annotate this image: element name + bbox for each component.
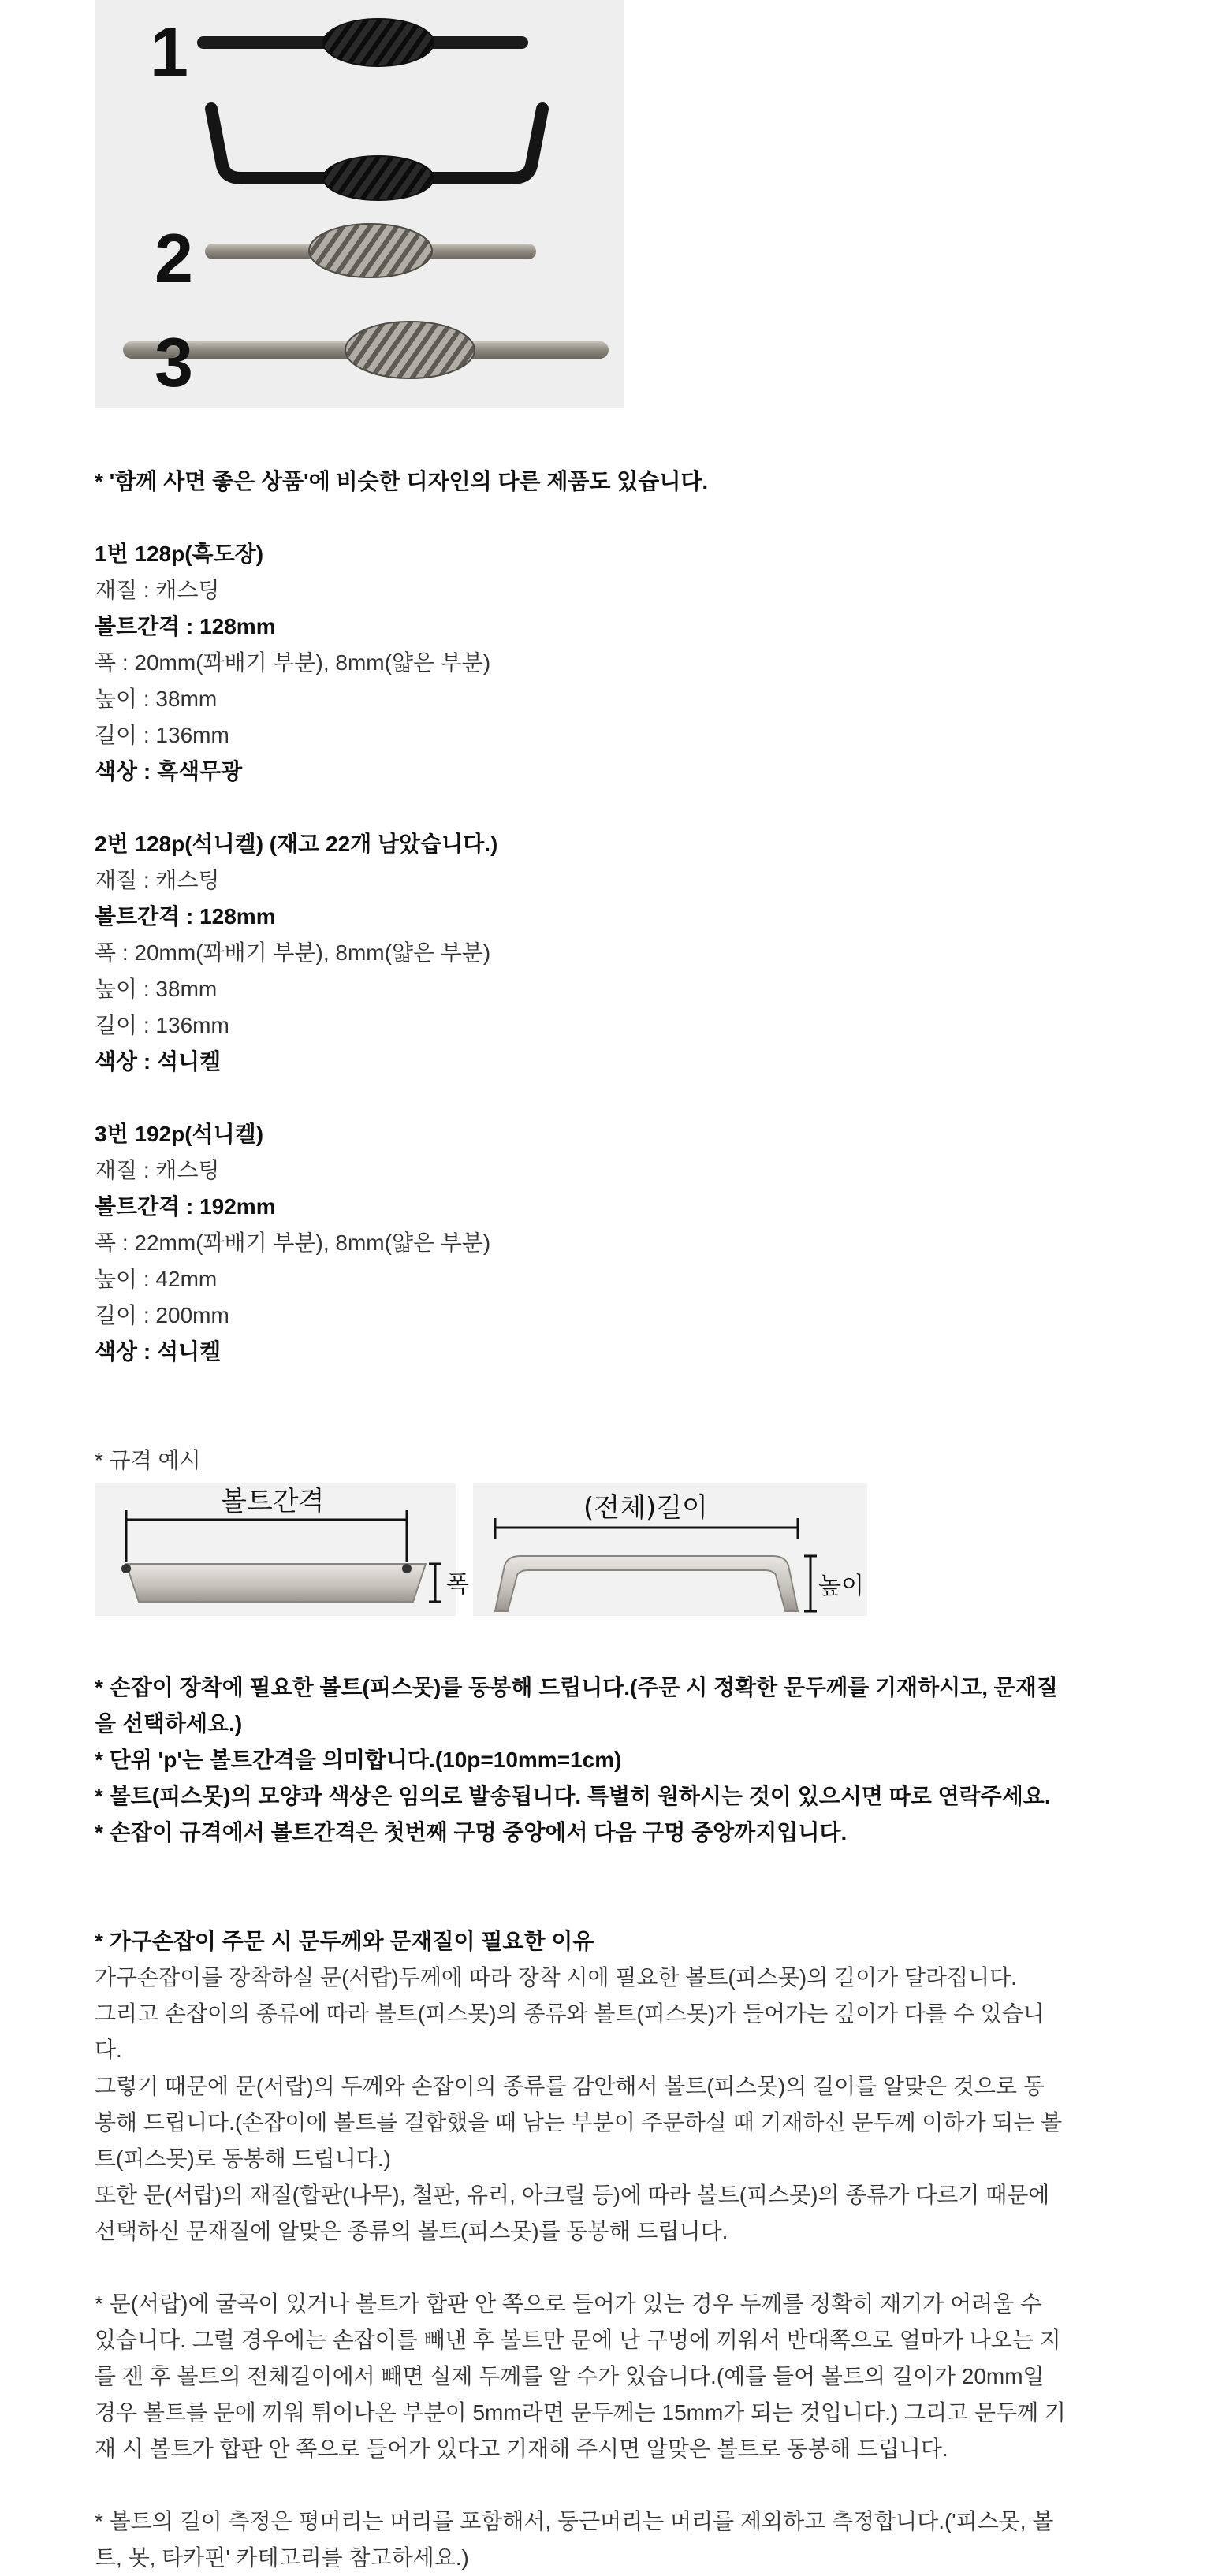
reason-line: 다. (95, 2038, 122, 2062)
length: 길이 : 200mm (95, 1303, 229, 1327)
width: 폭 : 20mm(꽈배기 부분), 8mm(얇은 부분) (95, 940, 491, 965)
dimension-diagram (95, 1483, 867, 1665)
bolt-spacing: 볼트간격 : 128mm (95, 904, 276, 929)
reason-line: 선택하신 문재질에 알맞은 종류의 볼트(피스못)를 동봉해 드립니다. (95, 2219, 728, 2243)
bolt-spacing: 볼트간격 : 192mm (95, 1194, 276, 1219)
bolt-spacing: 볼트간격 : 128mm (95, 614, 276, 638)
notes (95, 1670, 1119, 1851)
bolt-length-line: * 볼트의 길이 측정은 평머리는 머리를 포함해서, 둥근머리는 머리를 제외하고 측정합니다.('피스못, 볼 (95, 2509, 1054, 2533)
product-title: 3번 192p(석니켈) (95, 1122, 264, 1146)
product-title: 1번 128p(흑도장) (95, 542, 264, 566)
reason-line: 가구손잡이를 장착하실 문(서랍)두께에 따라 장착 시에 필요한 볼트(피스못)의 길이가 달라집니다. (95, 1965, 1017, 1990)
handles-photo (95, 0, 624, 408)
description (95, 463, 1119, 2576)
width-label: 폭 (446, 1571, 469, 1599)
product-3-spec (95, 1116, 1119, 1370)
material: 재질 : 캐스팅 (95, 1158, 220, 1182)
spec-example-heading: * 규격 예시 (95, 1448, 201, 1472)
reason-heading: * 가구손잡이 주문 시 문두께와 문재질이 필요한 이유 (95, 1929, 594, 1953)
label-1: 1 (150, 13, 188, 91)
height-label: 높이 (818, 1573, 864, 1600)
color: 색상 : 석니켈 (95, 1339, 222, 1364)
bolt-length-section (95, 2503, 1119, 2576)
related-notice: * '함께 사면 좋은 상품'에 비슷한 디자인의 다른 제품도 있습니다. (95, 469, 709, 493)
color: 색상 : 흑색무광 (95, 759, 243, 784)
note-line: 을 선택하세요.) (95, 1711, 243, 1736)
length: 길이 : 136mm (95, 723, 229, 747)
height: 높이 : 38mm (95, 687, 218, 711)
label-3: 3 (155, 323, 193, 401)
height: 높이 : 38mm (95, 977, 218, 1001)
note-line: * 손잡이 장착에 필요한 볼트(피스못)를 동봉해 드립니다.(주문 시 정확한 문두께를 기재하시고, 문재질 (95, 1675, 1058, 1699)
reason-line: 또한 문(서랍)의 재질(합판(나무), 철판, 유리, 아크릴 등)에 따라 볼트(피스못)의 종류가 다르기 때문에 (95, 2183, 1050, 2207)
measure-line: * 문(서랍)에 굴곡이 있거나 볼트가 합판 안 쪽으로 들어가 있는 경우 두께를 정확히 재기가 어려울 수 (95, 2291, 1042, 2316)
bolt-spacing-label: 볼트간격 (221, 1486, 325, 1517)
product-1-spec (95, 536, 1119, 790)
measure-line: 를 잰 후 볼트의 전체길이에서 빼면 실제 두께를 알 수가 있습니다.(예를 들어 볼트의 길이가 20mm일 (95, 2364, 1045, 2388)
note-line: * 단위 'p'는 볼트간격을 의미합니다.(10p=10mm=1cm) (95, 1748, 622, 1772)
length-label: (전체)길이 (583, 1492, 708, 1524)
measure-line: 경우 볼트를 문에 끼워 튀어나온 부분이 5mm라면 문두께는 15mm가 되는 것입니다.) 그리고 문두께 기 (95, 2400, 1066, 2425)
product-2-spec (95, 826, 1119, 1080)
height: 높이 : 42mm (95, 1267, 218, 1291)
reason-line: 트(피스못)로 동봉해 드립니다.) (95, 2146, 391, 2171)
material: 재질 : 캐스팅 (95, 578, 220, 602)
material: 재질 : 캐스팅 (95, 868, 220, 892)
reason-line: 그렇기 때문에 문(서랍)의 두께와 손잡이의 종류를 감안해서 볼트(피스못)의 길이를 알맞은 것으로 동 (95, 2074, 1045, 2098)
reason-line: 봉해 드립니다.(손잡이에 볼트를 결합했을 때 남는 부분이 주문하실 때 기재하신 문두께 이하가 되는 볼 (95, 2110, 1063, 2135)
product-title: 2번 128p(석니켈) (재고 22개 남았습니다.) (95, 832, 498, 856)
length: 길이 : 136mm (95, 1013, 229, 1037)
spec-diagram (95, 1483, 867, 1665)
label-2: 2 (155, 219, 193, 297)
bolt-length-line: 트, 못, 타카핀' 카테고리를 참고하세요.) (95, 2545, 469, 2570)
width: 폭 : 22mm(꽈배기 부분), 8mm(얇은 부분) (95, 1230, 491, 1255)
measure-section (95, 2286, 1119, 2467)
note-line: * 볼트(피스못)의 모양과 색상은 임의로 발송됩니다. 특별히 원하시는 것이 있으시면 따로 연락주세요. (95, 1784, 1051, 1808)
cage-handle-photo (95, 0, 624, 408)
color: 색상 : 석니켈 (95, 1049, 222, 1074)
reason-section (95, 1923, 1119, 2250)
measure-line: 재 시 볼트가 합판 안 쪽으로 들어가 있다고 기재해 주시면 알맞은 볼트로 동봉해 드립니다. (95, 2436, 948, 2461)
reason-line: 그리고 손잡이의 종류에 따라 볼트(피스못)의 종류와 볼트(피스못)가 들어가는 깊이가 다를 수 있습니 (95, 2001, 1045, 2026)
width: 폭 : 20mm(꽈배기 부분), 8mm(얇은 부분) (95, 650, 491, 675)
note-line: * 손잡이 규격에서 볼트간격은 첫번째 구멍 중앙에서 다음 구멍 중앙까지입니다. (95, 1820, 848, 1845)
measure-line: 있습니다. 그럴 경우에는 손잡이를 빼낸 후 볼트만 문에 난 구멍에 끼워서 반대쪽으로 얼마가 나오는 지 (95, 2328, 1061, 2352)
